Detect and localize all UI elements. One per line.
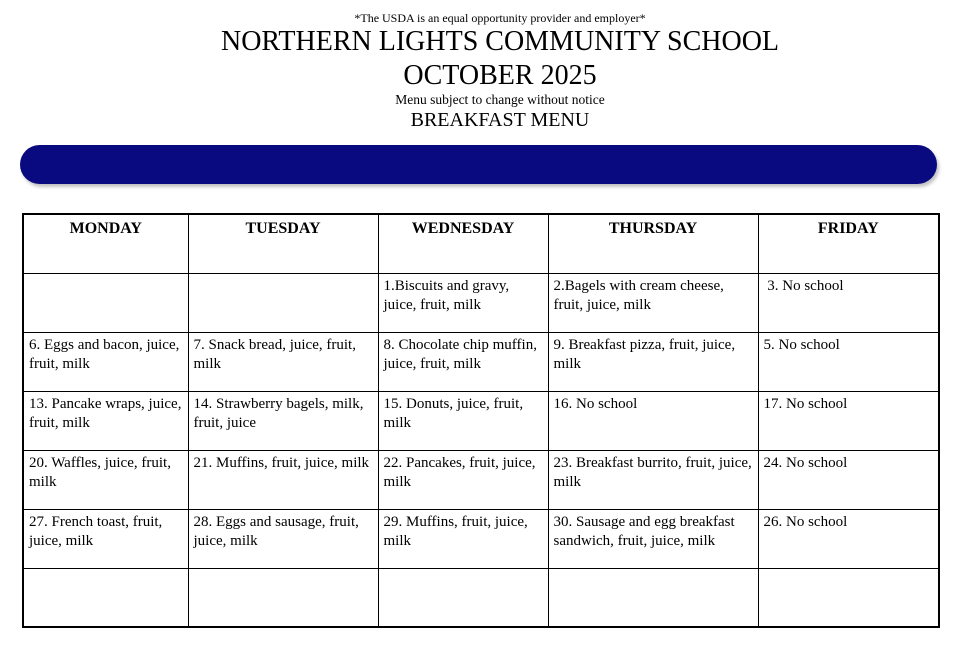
- calendar-cell: 9. Breakfast pizza, fruit, juice, milk: [548, 332, 758, 391]
- day-header-thursday: THURSDAY: [548, 214, 758, 273]
- menu-type-title: BREAKFAST MENU: [410, 109, 590, 131]
- calendar-cell: 20. Waffles, juice, fruit, milk: [23, 450, 188, 509]
- calendar-cell: 24. No school: [758, 450, 939, 509]
- document-header: [36, 11, 964, 133]
- calendar-cell: 7. Snack bread, juice, fruit, milk: [188, 332, 378, 391]
- calendar-cell: [188, 273, 378, 332]
- calendar-week-row: [23, 332, 939, 391]
- navy-banner: [20, 145, 937, 184]
- calendar-week-row: [23, 273, 939, 332]
- calendar-cell: 16. No school: [548, 391, 758, 450]
- calendar-cell: 23. Breakfast burrito, fruit, juice, milk: [548, 450, 758, 509]
- calendar-cell: 17. No school: [758, 391, 939, 450]
- calendar-cell: [758, 568, 939, 627]
- day-header-monday: MONDAY: [23, 214, 188, 273]
- calendar-cell: 15. Donuts, juice, fruit, milk: [378, 391, 548, 450]
- calendar-cell: 3. No school: [758, 273, 939, 332]
- calendar-body: [23, 273, 939, 627]
- month-title: OCTOBER 2025: [403, 60, 597, 91]
- calendar-cell: 2.Bagels with cream cheese, fruit, juice, milk: [548, 273, 758, 332]
- calendar-cell: 6. Eggs and bacon, juice, fruit, milk: [23, 332, 188, 391]
- school-name: NORTHERN LIGHTS COMMUNITY SCHOOL: [220, 26, 780, 57]
- calendar-cell: [23, 273, 188, 332]
- usda-statement: *The USDA is an equal opportunity provider and employer*: [354, 11, 646, 25]
- calendar-cell: 1.Biscuits and gravy, juice, fruit, milk: [378, 273, 548, 332]
- calendar-cell: 30. Sausage and egg breakfast sandwich, fruit, juice, milk: [548, 509, 758, 568]
- calendar-cell: [188, 568, 378, 627]
- calendar-week-row: [23, 450, 939, 509]
- day-header-friday: FRIDAY: [758, 214, 939, 273]
- day-header-wednesday: WEDNESDAY: [378, 214, 548, 273]
- breakfast-calendar: [22, 213, 940, 628]
- calendar-cell: 21. Muffins, fruit, juice, milk: [188, 450, 378, 509]
- calendar-cell: [378, 568, 548, 627]
- calendar-cell: 26. No school: [758, 509, 939, 568]
- calendar-cell: 5. No school: [758, 332, 939, 391]
- calendar-week-row: [23, 509, 939, 568]
- calendar-cell: 14. Strawberry bagels, milk, fruit, juice: [188, 391, 378, 450]
- calendar-week-row: [23, 568, 939, 627]
- calendar-cell: 27. French toast, fruit, juice, milk: [23, 509, 188, 568]
- calendar-cell: 29. Muffins, fruit, juice, milk: [378, 509, 548, 568]
- calendar-cell: 28. Eggs and sausage, fruit, juice, milk: [188, 509, 378, 568]
- calendar-cell: 22. Pancakes, fruit, juice, milk: [378, 450, 548, 509]
- calendar-week-row: [23, 391, 939, 450]
- day-header-tuesday: TUESDAY: [188, 214, 378, 273]
- calendar-cell: [548, 568, 758, 627]
- calendar-cell: 8. Chocolate chip muffin, juice, fruit, milk: [378, 332, 548, 391]
- calendar-cell: [23, 568, 188, 627]
- calendar-cell: 13. Pancake wraps, juice, fruit, milk: [23, 391, 188, 450]
- day-header-row: [23, 214, 939, 273]
- change-notice: Menu subject to change without notice: [395, 92, 605, 107]
